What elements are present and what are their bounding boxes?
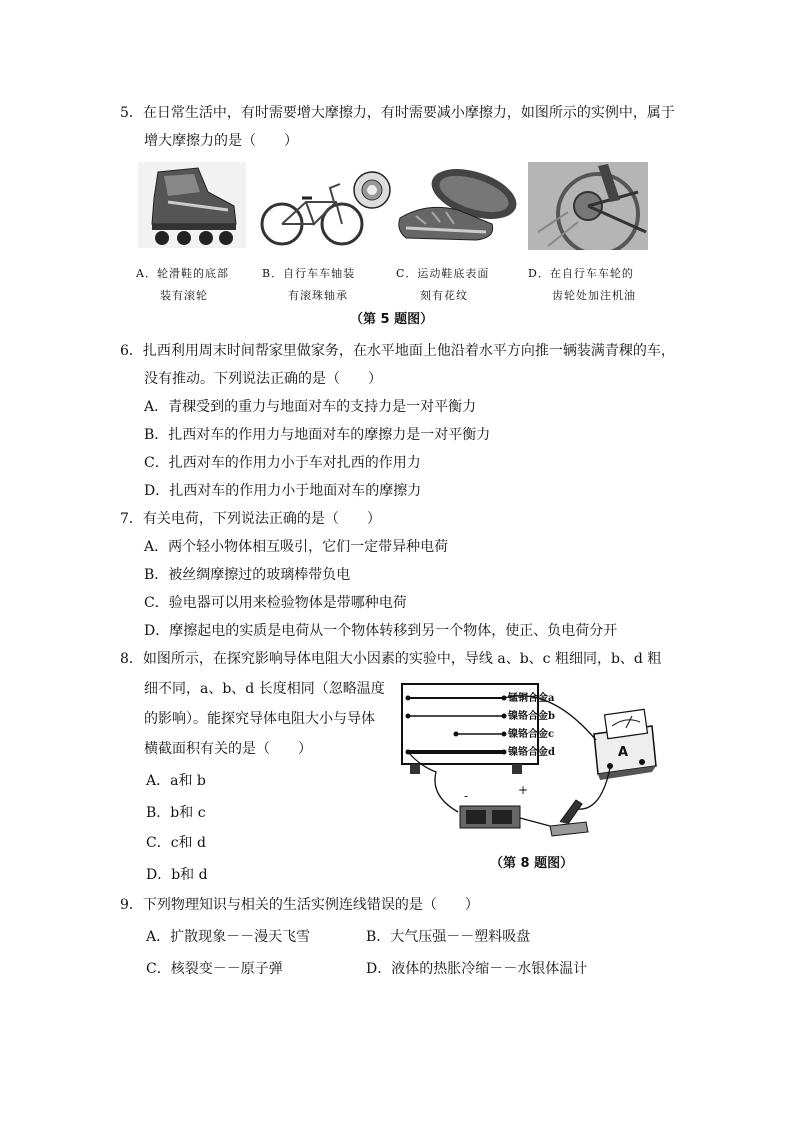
- q5-stem-line2: 增大摩擦力的是（ ）: [144, 133, 298, 149]
- q7-option-d: D．摩擦起电的实质是电荷从一个物体转移到另一个物体，使正、负电荷分开: [144, 623, 618, 639]
- board-leg-left: [410, 764, 420, 774]
- terminal: [502, 732, 507, 737]
- terminal: [502, 714, 507, 719]
- q8-option-d: D．b和 d: [146, 867, 208, 883]
- q8-stem-line3: 的影响）。能探究导体电阻大小与导体: [144, 711, 375, 727]
- q8-option-c: C．c和 d: [146, 835, 206, 851]
- q6-option-a: A．青稞受到的重力与地面对车的支持力是一对平衡力: [144, 399, 477, 415]
- q7-stem: 7．有关电荷，下列说法正确的是（ ）: [120, 511, 381, 527]
- q6-option-c: C．扎西对车的作用力小于车对扎西的作用力: [144, 455, 421, 471]
- q6-stem-line1: 6．扎西利用周末时间帮家里做家务，在水平地面上他沿着水平方向推一辆装满青稞的车，: [120, 343, 675, 359]
- board-leg-right: [512, 764, 522, 774]
- q7-option-a: A．两个轻小物体相互吸引，它们一定带异种电荷: [144, 539, 449, 555]
- resistance-experiment-diagram: [400, 676, 660, 848]
- q9-option-b: B．大气压强－－塑料吸盘: [366, 929, 531, 945]
- circuit-svg: [400, 676, 660, 848]
- q5-figure-caption: （第 5 题图）: [350, 312, 434, 327]
- q8-stem-line2: 细不同，a、b、d 长度相同（忽略温度: [144, 681, 385, 697]
- wire-label-a: 锰铜合金a: [508, 693, 555, 704]
- terminal: [406, 714, 411, 719]
- battery-minus-sign: -: [464, 789, 469, 803]
- q5-option-c-line1: C．运动鞋底表面: [396, 267, 490, 280]
- q7-option-c: C．验电器可以用来检验物体是带哪种电荷: [144, 595, 407, 611]
- battery: [460, 783, 528, 828]
- sneaker-sole-photo: [396, 166, 520, 248]
- ammeter: [594, 709, 656, 780]
- q8-figure-caption: （第 8 题图）: [490, 856, 574, 871]
- q8-stem-line4: 横截面积有关的是（ ）: [144, 741, 312, 757]
- wire-label-b: 镍铬合金b: [508, 711, 555, 722]
- q5-option-b-line1: B．自行车车轴装: [262, 267, 356, 280]
- q5-option-b-line2: 有滚珠轴承: [288, 289, 348, 302]
- bicycle-with-bearing-photo: [256, 168, 392, 248]
- q9-option-d: D．液体的热胀冷缩－－水银体温计: [366, 961, 588, 977]
- battery-plus-sign: +: [518, 783, 529, 797]
- q8-option-b: B．b和 c: [146, 805, 206, 821]
- q8-stem-line1: 8．如图所示，在探究影响导体电阻大小因素的实验中，导线 a、b、c 粗细同，b、d 粗: [120, 651, 662, 667]
- ammeter-label: A: [618, 745, 629, 760]
- terminal: [406, 696, 411, 701]
- q6-stem-line2: 没有推动。下列说法正确的是（ ）: [144, 371, 382, 387]
- q5-option-a-line1: A．轮滑鞋的底部: [136, 267, 229, 280]
- wire-label-d: 镍铬合金d: [508, 747, 555, 758]
- bike-chain-oiling-photo: [528, 162, 648, 250]
- lead-battery-switch: [520, 818, 550, 826]
- q5-stem-line1: 5．在日常生活中，有时需要增大摩擦力，有时需要减小摩擦力，如图所示的实例中，属于: [120, 105, 675, 121]
- q7-option-b: B．被丝绸摩擦过的玻璃棒带负电: [144, 567, 351, 583]
- q6-option-d: D．扎西对车的作用力小于地面对车的摩擦力: [144, 483, 422, 499]
- q5-option-d-line2: 齿轮处加注机油: [552, 289, 636, 302]
- q9-option-c: C．核裂变－－原子弹: [146, 961, 283, 977]
- wire-label-c: 镍铬合金c: [508, 729, 555, 740]
- q6-option-b: B．扎西对车的作用力与地面对车的摩擦力是一对平衡力: [144, 427, 491, 443]
- q8-option-a: A．a和 b: [146, 773, 206, 789]
- q9-option-a: A．扩散现象－－漫天飞雪: [146, 929, 311, 945]
- q5-option-c-line2: 刻有花纹: [420, 289, 468, 302]
- switch: [550, 800, 588, 836]
- q9-stem: 9．下列物理知识与相关的生活实例连线错误的是（ ）: [120, 897, 479, 913]
- roller-skate-photo: [138, 162, 246, 248]
- q5-option-a-line2: 装有滚轮: [160, 289, 208, 302]
- q5-option-d-line1: D．在自行车车轮的: [528, 267, 634, 280]
- terminal: [454, 732, 459, 737]
- terminal: [502, 750, 507, 755]
